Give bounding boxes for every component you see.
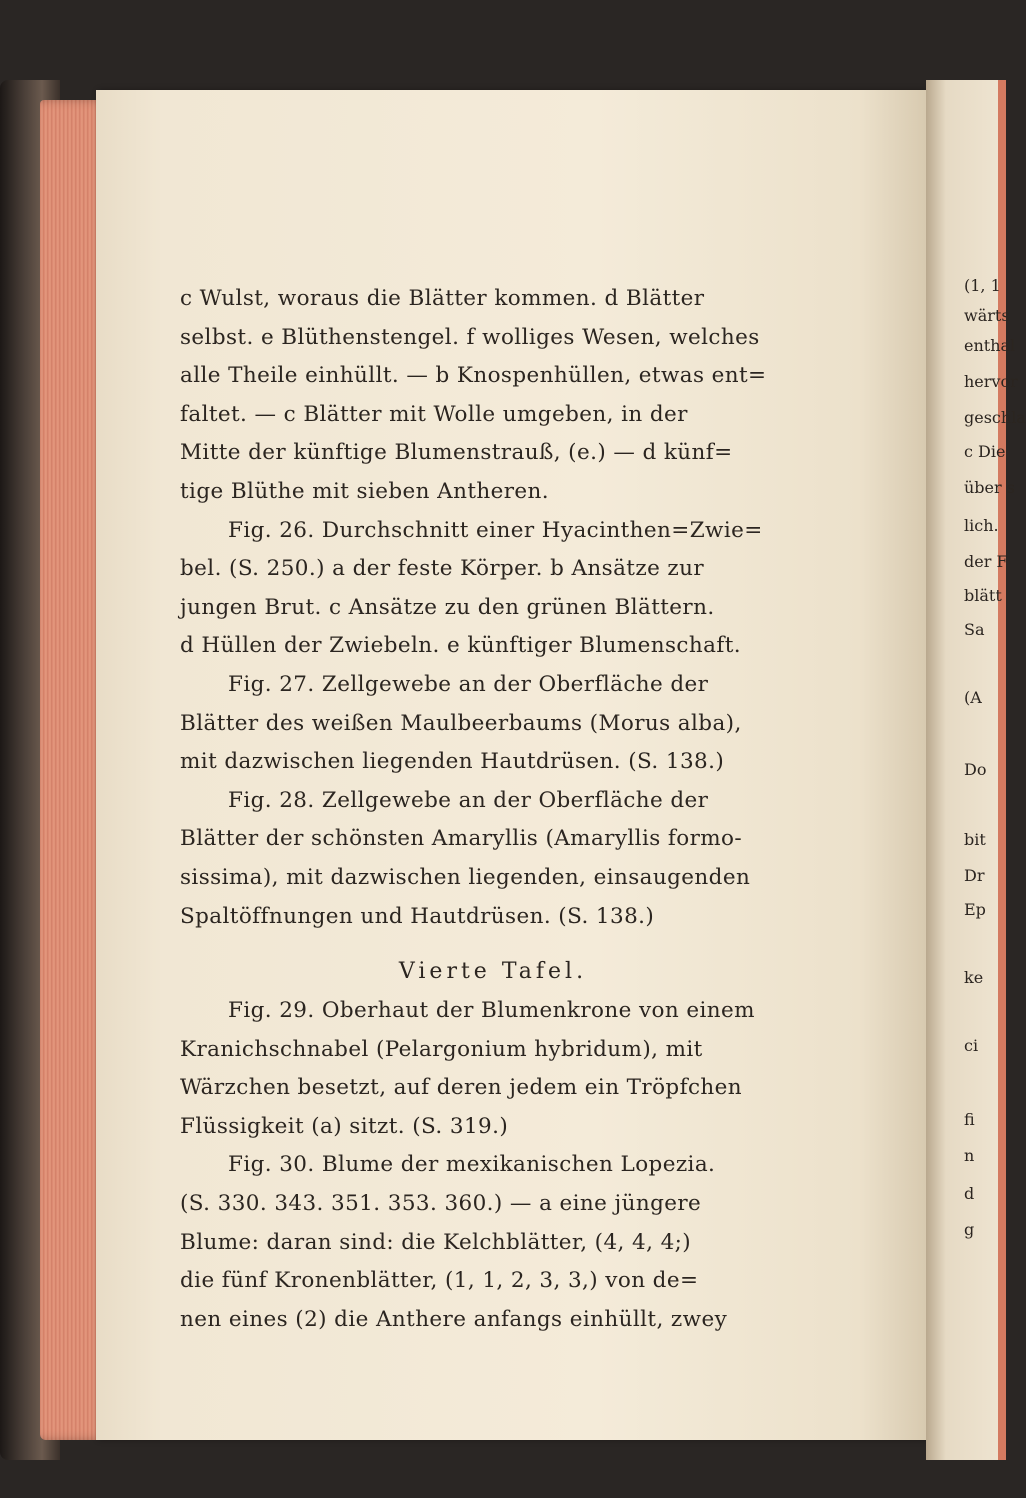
right-page-fragment: blätt (964, 586, 1002, 605)
right-page-fragment: ci (964, 1036, 979, 1055)
text-line: sissima), mit dazwischen liegenden, einsaugenden (180, 864, 751, 890)
right-page-fragment: g (964, 1220, 975, 1239)
text-line: bel. (S. 250.) a der feste Körper. b Ansätze zur (180, 556, 705, 582)
right-page-fragment: c Die (964, 442, 1006, 461)
right-page-fragment: Ep (964, 900, 986, 919)
text-line: Mitte der künftige Blumenstrauß, (e.) — d künf= (180, 440, 733, 466)
right-page-fragment: n (964, 1146, 975, 1165)
text-line: Kranichschnabel (Pelargonium hybridum), mit (180, 1036, 703, 1062)
text-line: Fig. 29. Oberhaut der Blumenkrone von einem (228, 998, 755, 1024)
text-line: tige Blüthe mit sieben Antheren. (180, 478, 550, 504)
right-page-fragment: bit (964, 830, 986, 849)
right-page-fragment: ke (964, 968, 984, 987)
right-page-fragment: Do (964, 760, 987, 779)
text-line: d Hüllen der Zwiebeln. e künftiger Blumenschaft. (180, 633, 741, 659)
text-line: die fünf Kronenblätter, (1, 1, 2, 3, 3,) von de= (180, 1268, 699, 1294)
page-text (180, 280, 830, 1339)
text-line: Blume: daran sind: die Kelchblätter, (4, 4, 4;) (180, 1229, 692, 1255)
right-page-fragment: enthal (964, 336, 1016, 355)
right-page-fragment: (1, 1 (964, 276, 1001, 295)
text-line: jungen Brut. c Ansätze zu den grünen Blättern. (180, 594, 715, 620)
text-line: (S. 330. 343. 351. 353. 360.) — a eine jüngere (180, 1191, 702, 1217)
right-page-fragment: d (964, 1184, 975, 1203)
text-line: Spaltöffnungen und Hautdrüsen. (S. 138.) (180, 903, 655, 929)
text-line: selbst. e Blüthenstengel. f wolliges Wesen, welches (180, 324, 760, 350)
section-heading: Vierte Tafel. (398, 959, 588, 985)
right-page-fragment: über s (964, 478, 1015, 497)
text-line: Flüssigkeit (a) sitzt. (S. 319.) (180, 1113, 509, 1139)
right-page-fragment: wärts (964, 306, 1010, 325)
text-line: Fig. 27. Zellgewebe an der Oberfläche der (228, 671, 709, 697)
text-line: Blätter der schönsten Amaryllis (Amaryllis formo- (180, 826, 743, 852)
right-page-fragment: der F (964, 552, 1008, 571)
right-page-fragment: Dr (964, 866, 985, 885)
right-page-fragment: lich. (964, 516, 999, 535)
right-page-fragment: hervor (964, 372, 1018, 391)
text-line: c Wulst, woraus die Blätter kommen. d Blätter (180, 286, 705, 311)
right-page-fragment: (A (964, 688, 982, 707)
text-line: mit dazwischen liegenden Hautdrüsen. (S. 138.) (180, 749, 725, 775)
text-line: Fig. 30. Blume der mexikanischen Lopezia. (228, 1152, 716, 1178)
text-line: Fig. 26. Durchschnitt einer Hyacinthen=Zwie= (228, 517, 763, 543)
text-line: Fig. 28. Zellgewebe an der Oberfläche der (228, 787, 709, 813)
right-page-fragment: geschla (964, 408, 1026, 427)
right-page-fragment: Sa (964, 620, 985, 639)
right-page-fragment: fi (964, 1110, 975, 1129)
text-line: faltet. — c Blätter mit Wolle umgeben, in der (180, 401, 688, 427)
text-line: Wärzchen besetzt, auf deren jedem ein Tröpfchen (180, 1075, 743, 1101)
text-line: Blätter des weißen Maulbeerbaums (Morus alba), (180, 710, 742, 736)
text-line: nen eines (2) die Anthere anfangs einhüllt, zwey (180, 1306, 728, 1332)
text-line: alle Theile einhüllt. — b Knospenhüllen, etwas ent= (180, 363, 767, 389)
right-page-edge (926, 80, 1026, 1460)
